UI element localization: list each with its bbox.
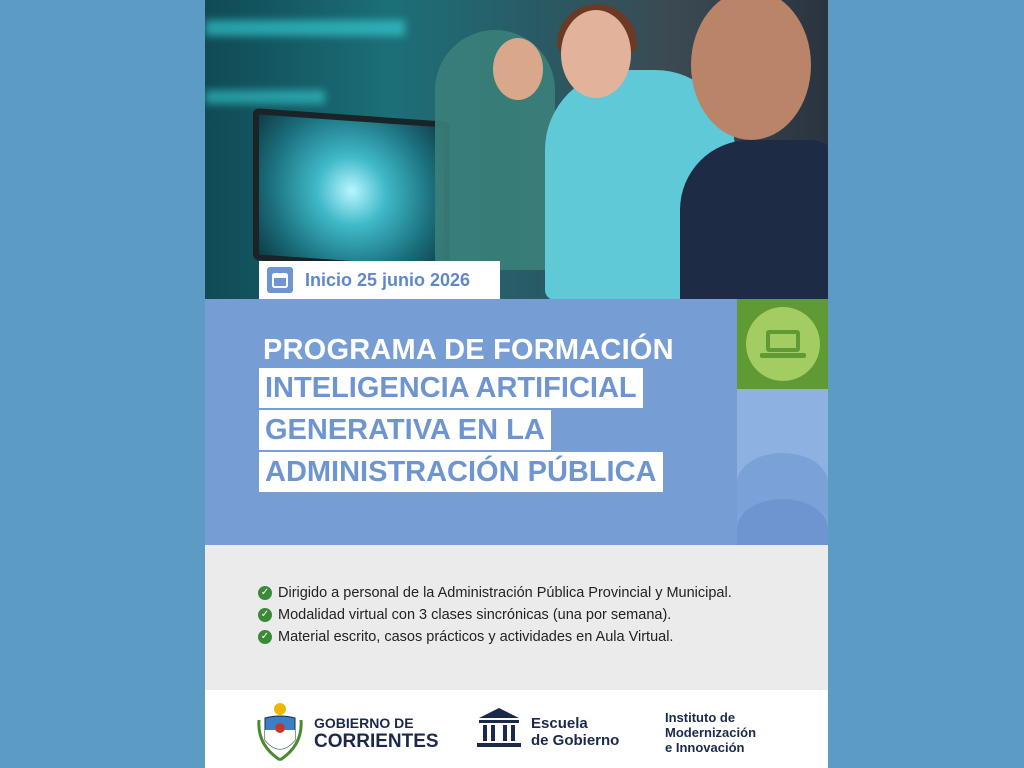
start-date-badge <box>259 261 500 299</box>
title-highlight-3: ADMINISTRACIÓN PÚBLICA <box>259 452 663 492</box>
person-right <box>680 140 828 300</box>
check-circle-icon: ✓ <box>258 630 272 644</box>
instituto-logo-text: Instituto de Modernización e Innovación <box>665 710 757 755</box>
laptop-tile <box>737 299 828 389</box>
check-circle-icon: ✓ <box>258 586 272 600</box>
bullet-list <box>258 582 732 648</box>
list-item: ✓ Material escrito, casos prácticos y actividades en Aula Virtual. <box>258 626 732 648</box>
list-item: ✓ Modalidad virtual con 3 clases sincrónicas (una por semana). <box>258 604 732 626</box>
laptop-icon <box>746 307 820 381</box>
title-highlight-1: INTELIGENCIA ARTIFICIAL <box>259 368 643 408</box>
columns-building-icon <box>475 706 523 750</box>
decorative-arcs <box>737 389 828 545</box>
escuela-logo-text: Escuela de Gobierno <box>531 715 620 749</box>
list-item: ✓ Dirigido a personal de la Administración Pública Provincial y Municipal. <box>258 582 732 604</box>
title-highlight-2: GENERATIVA EN LA <box>259 410 551 450</box>
province-shield-icon <box>257 700 303 762</box>
check-circle-icon: ✓ <box>258 608 272 622</box>
poster <box>205 0 828 768</box>
hero-photo <box>205 0 828 300</box>
calendar-icon <box>267 267 293 293</box>
program-title: PROGRAMA DE FORMACIÓN <box>263 334 674 366</box>
gobierno-logo-text: GOBIERNO DE CORRIENTES <box>314 715 439 752</box>
monitor-ai-brain <box>253 108 450 274</box>
start-date-text: Inicio 25 junio 2026 <box>305 269 471 290</box>
